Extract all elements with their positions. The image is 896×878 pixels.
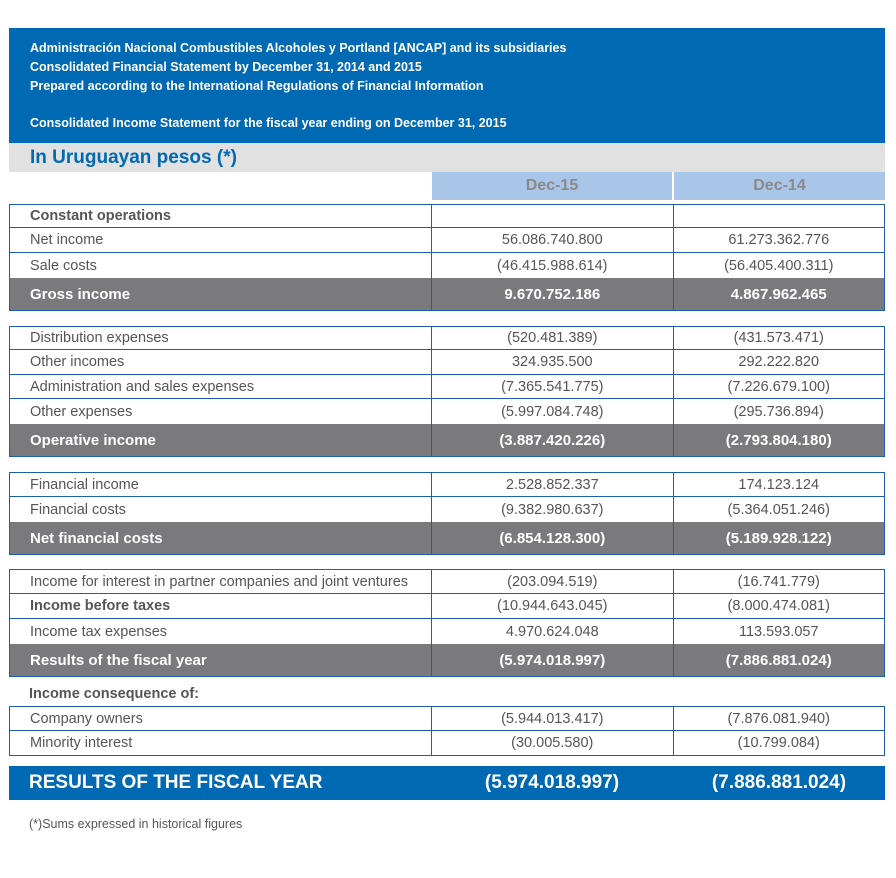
row-value-dec15: (5.997.084.748) <box>431 399 672 424</box>
row-label: Financial costs <box>30 501 126 518</box>
table-row-financial-income <box>9 472 885 497</box>
table-row-income-tax-expenses <box>9 619 885 644</box>
final-value-dec14: (7.886.881.024) <box>711 772 847 793</box>
row-value-dec14: (8.000.474.081) <box>673 594 885 618</box>
row-value-dec15: (7.365.541.775) <box>431 375 672 398</box>
row-value-dec15: (5.944.013.417) <box>431 707 672 730</box>
row-value-dec14: 174.123.124 <box>673 473 885 496</box>
row-value-dec14: 292.222.820 <box>673 350 885 374</box>
total-value-dec14: (5.189.928.122) <box>673 522 885 554</box>
final-label: RESULTS OF THE FISCAL YEAR <box>29 772 323 793</box>
header-line-statement: Consolidated Financial Statement by December 31, 2014 and 2015 <box>30 60 422 74</box>
column-header-dec15: Dec-15 <box>432 172 672 200</box>
row-label: Administration and sales expenses <box>30 378 255 395</box>
footnote: (*)Sums expressed in historical figures <box>29 817 243 831</box>
row-value-dec15: (203.094.519) <box>431 570 672 593</box>
report-header <box>9 28 885 143</box>
header-line-regulations: Prepared according to the International Regulations of Financial Information <box>30 79 484 93</box>
row-value-dec15: 4.970.624.048 <box>431 619 672 644</box>
table-row-other-incomes <box>9 350 885 375</box>
table-row-constant-operations <box>9 204 885 228</box>
table-row-net-income <box>9 228 885 253</box>
row-label: Net income <box>30 232 104 248</box>
table-row-company-owners <box>9 706 885 731</box>
row-value-dec15: (10.944.643.045) <box>431 594 672 618</box>
total-row-results-fiscal-year <box>9 644 885 677</box>
total-label: Net financial costs <box>30 529 163 547</box>
row-label: Income tax expenses <box>30 623 168 640</box>
row-label: Income before taxes <box>30 598 171 614</box>
row-label: Other expenses <box>30 403 133 420</box>
total-value-dec15: (5.974.018.997) <box>431 644 672 676</box>
row-value-dec15: (30.005.580) <box>431 731 672 755</box>
row-label: Financial income <box>30 476 139 493</box>
row-label: Company owners <box>30 710 143 727</box>
total-label: Gross income <box>30 285 131 303</box>
final-results-row <box>9 766 885 800</box>
total-row-net-financial-costs <box>9 522 885 555</box>
section-title: Income consequence of: <box>29 686 200 702</box>
row-label: Constant operations <box>30 208 171 224</box>
row-value-dec14: (16.741.779) <box>673 570 885 593</box>
row-value-dec14: 113.593.057 <box>673 619 885 644</box>
row-value-dec14: (56.405.400.311) <box>673 253 885 278</box>
row-value-dec15 <box>431 205 672 227</box>
row-value-dec15: (46.415.988.614) <box>431 253 672 278</box>
row-value-dec14: (295.736.894) <box>673 399 885 424</box>
column-header-dec14: Dec-14 <box>674 172 885 200</box>
currency-subheader: In Uruguayan pesos (*) <box>9 143 885 172</box>
table-row-minority-interest <box>9 731 885 756</box>
row-label: Distribution expenses <box>30 330 169 346</box>
total-value-dec14: (2.793.804.180) <box>673 424 885 456</box>
header-line-company: Administración Nacional Combustibles Alcoholes y Portland [ANCAP] and its subsidiaries <box>30 41 567 55</box>
total-value-dec15: (6.854.128.300) <box>431 522 672 554</box>
row-value-dec14: (7.876.081.940) <box>673 707 885 730</box>
row-label: Sale costs <box>30 257 97 274</box>
total-row-gross-income <box>9 278 885 311</box>
row-value-dec14: (10.799.084) <box>673 731 885 755</box>
row-value-dec15: 56.086.740.800 <box>431 228 672 252</box>
total-label: Operative income <box>30 431 156 449</box>
table-row-income-before-taxes <box>9 594 885 619</box>
row-value-dec15: 2.528.852.337 <box>431 473 672 496</box>
table-row-distribution-expenses <box>9 326 885 350</box>
row-value-dec15: (9.382.980.637) <box>431 497 672 522</box>
row-value-dec15: 324.935.500 <box>431 350 672 374</box>
total-label: Results of the fiscal year <box>30 651 207 669</box>
row-label: Minority interest <box>30 735 133 751</box>
income-consequence-title <box>9 682 885 706</box>
final-value-dec15: (5.974.018.997) <box>484 772 620 793</box>
table-row-financial-costs <box>9 497 885 522</box>
table-row-sale-costs <box>9 253 885 278</box>
total-value-dec14: (7.886.881.024) <box>673 644 885 676</box>
row-value-dec14: (5.364.051.246) <box>673 497 885 522</box>
row-value-dec14 <box>673 205 885 227</box>
header-line-income-statement: Consolidated Income Statement for the fiscal year ending on December 31, 2015 <box>30 116 507 130</box>
row-label: Income for interest in partner companies and joint ventures <box>30 573 409 590</box>
row-label: Other incomes <box>30 354 125 370</box>
row-value-dec14: 61.273.362.776 <box>673 228 885 252</box>
total-value-dec15: (3.887.420.226) <box>431 424 672 456</box>
total-row-operative-income <box>9 424 885 457</box>
total-value-dec14: 4.867.962.465 <box>673 278 885 310</box>
row-value-dec14: (431.573.471) <box>673 327 885 349</box>
table-row-partner-interest <box>9 569 885 594</box>
row-value-dec14: (7.226.679.100) <box>673 375 885 398</box>
total-value-dec15: 9.670.752.186 <box>431 278 672 310</box>
table-row-administration-sales-expenses <box>9 375 885 399</box>
row-value-dec15: (520.481.389) <box>431 327 672 349</box>
table-row-other-expenses <box>9 399 885 424</box>
